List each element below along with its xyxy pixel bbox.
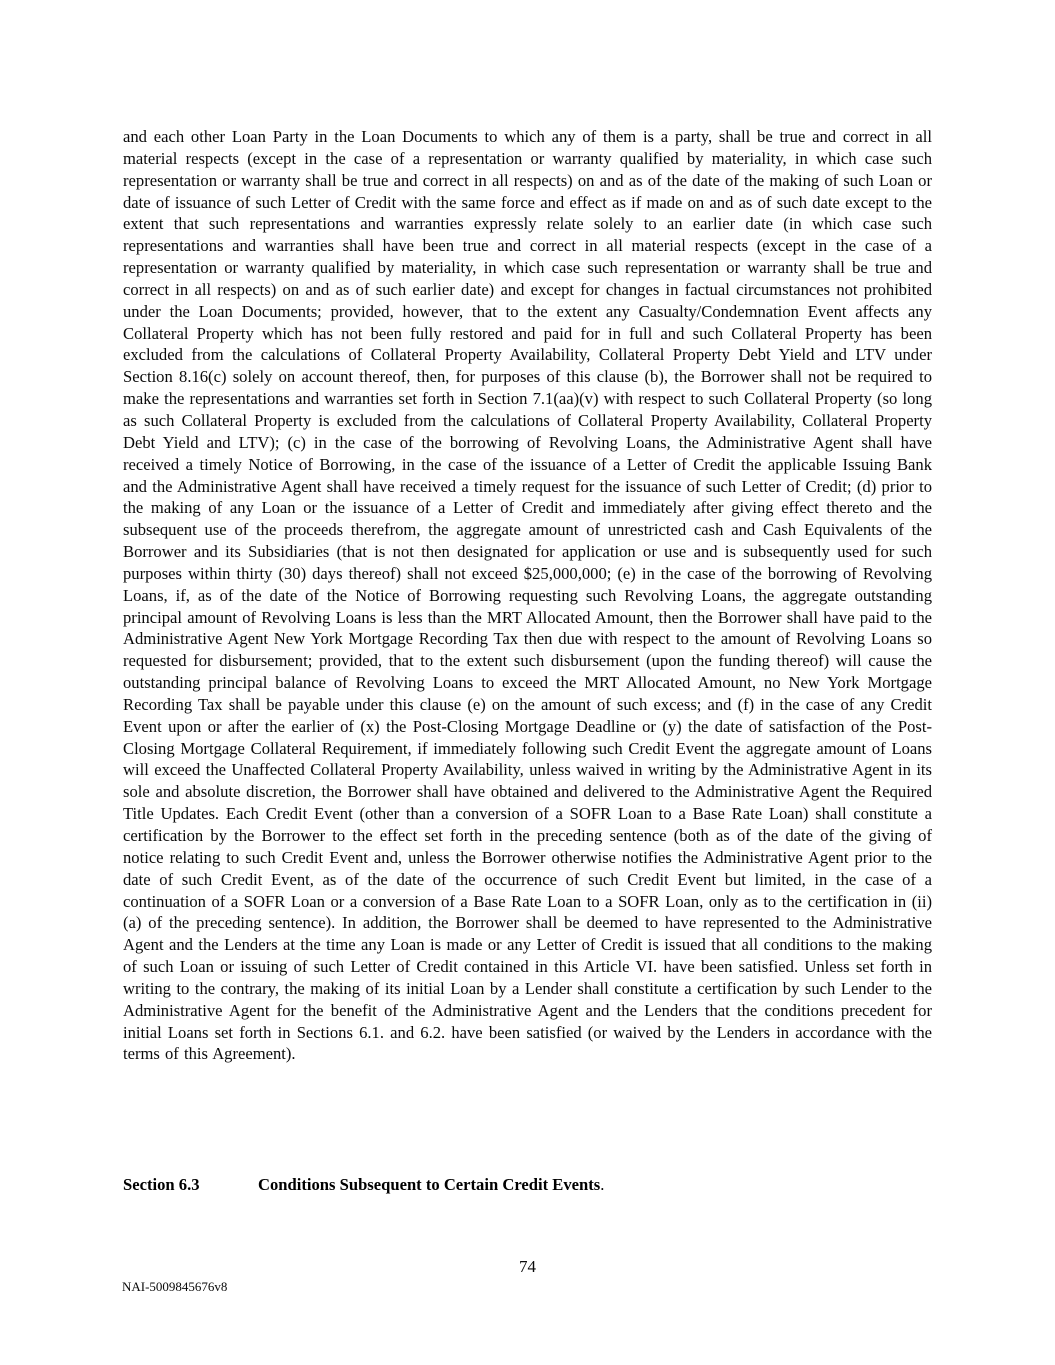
section-heading [123, 1174, 932, 1196]
footer-document-code: NAI-5009845676v8 [122, 1279, 228, 1294]
section-title: Conditions Subsequent to Certain Credit Events [258, 1175, 601, 1194]
body-paragraph: and each other Loan Party in the Loan Documents to which any of them is a party, shall be true and correct in all material respects (except in the case of a representation or warranty qualified by materiality, in which case such representation or warranty shall be true and correct in all respects) on and as of the date of the making of such Loan or date of issuance of such Letter of Credit with the same force and effect as if made on and as of such date except to the extent that such representations and warranties expressly relate solely to an earlier date (in which case such representations and warranties shall have been true and correct in all material respects (except in the case of a representation or warranty qualified by materiality, in which case such representation or warranty shall be true and correct in all respects) on and as of such earlier date) and except for changes in factual circumstances not prohibited under the Loan Documents; provided, however, that to the extent any Casualty/Condemnation Event affects any Collateral Property which has not been fully restored and paid for in full and such Collateral Property has been excluded from the calculations of Collateral Property Availability, Collateral Property Debt Yield and LTV under Section 8.16(c) solely on account thereof, then, for purposes of this clause (b), the Borrower shall not be required to make the representations and warranties set forth in Section 7.1(aa)(v) with respect to such Collateral Property (so long as such Collateral Property is excluded from the calculations of Collateral Property Availability, Collateral Property Debt Yield and LTV); (c) in the case of the borrowing of Revolving Loans, the Administrative Agent shall have received a timely Notice of Borrowing, in the case of the issuance of a Letter of Credit the applicable Issuing Bank and the Administrative Agent shall have received a timely request for the issuance of such Letter of Credit; (d) prior to the making of any Loan or the issuance of a Letter of Credit and immediately after giving effect thereto and the subsequent use of the proceeds therefrom, the aggregate amount of unrestricted cash and Cash Equivalents of the Borrower and its Subsidiaries (that is not then designated for application or use and is subsequently used for such purposes within thirty (30) days thereof) shall not exceed $25,000,000; (e) in the case of the borrowing of Revolving Loans, if, as of the date of the Notice of Borrowing requesting such Revolving Loans, the aggregate outstanding principal amount of Revolving Loans is less than the MRT Allocated Amount, then the Borrower shall have paid to the Administrative Agent New York Mortgage Recording Tax then due with respect to the amount of Revolving Loans so requested for disbursement; provided, that to the extent such disbursement (upon the funding thereof) will cause the outstanding principal balance of Revolving Loans to exceed the MRT Allocated Amount, no New York Mortgage Recording Tax shall be payable under this clause (e) on the amount of such excess; and (f) in the case of any Credit Event upon or after the earlier of (x) the Post-Closing Mortgage Deadline or (y) the date of satisfaction of the Post-Closing Mortgage Collateral Requirement, if immediately following such Credit Event the aggregate amount of Loans will exceed the Unaffected Collateral Property Availability, unless waived in writing by the Administrative Agent in its sole and absolute discretion, the Borrower shall have obtained and delivered to the Administrative Agent the Required Title Updates. Each Credit Event (other than a conversion of a SOFR Loan to a Base Rate Loan) shall constitute a certification by the Borrower to the effect set forth in the preceding sentence (both as of the date of the giving of notice relating to such Credit Event and, unless the Borrower otherwise notifies the Administrative Agent prior to the date of such Credit Event, as of the date of the occurrence of such Credit Event but limited, in the case of a continuation of a SOFR Loan or a conversion of a Base Rate Loan to a SOFR Loan, only as to the certification in (ii)(a) of the preceding sentence). In addition, the Borrower shall be deemed to have represented to the Administrative Agent and the Lenders at the time any Loan is made or any Letter of Credit is issued that all conditions to the making of such Loan or issuing of such Letter of Credit contained in this Article VI. have been satisfied. Unless set forth in writing to the contrary, the making of its initial Loan by a Lender shall constitute a certification by such Lender to the Administrative Agent for the benefit of the Administrative Agent and the Lenders that the conditions precedent for initial Loans set forth in Sections 6.1. and 6.2. have been satisfied (or waived by the Lenders in accordance with the terms of this Agreement). [123, 127, 932, 1064]
section-number: Section 6.3 [123, 1175, 200, 1194]
page-number: 74 [519, 1257, 536, 1276]
section-title-period: . [600, 1175, 605, 1194]
